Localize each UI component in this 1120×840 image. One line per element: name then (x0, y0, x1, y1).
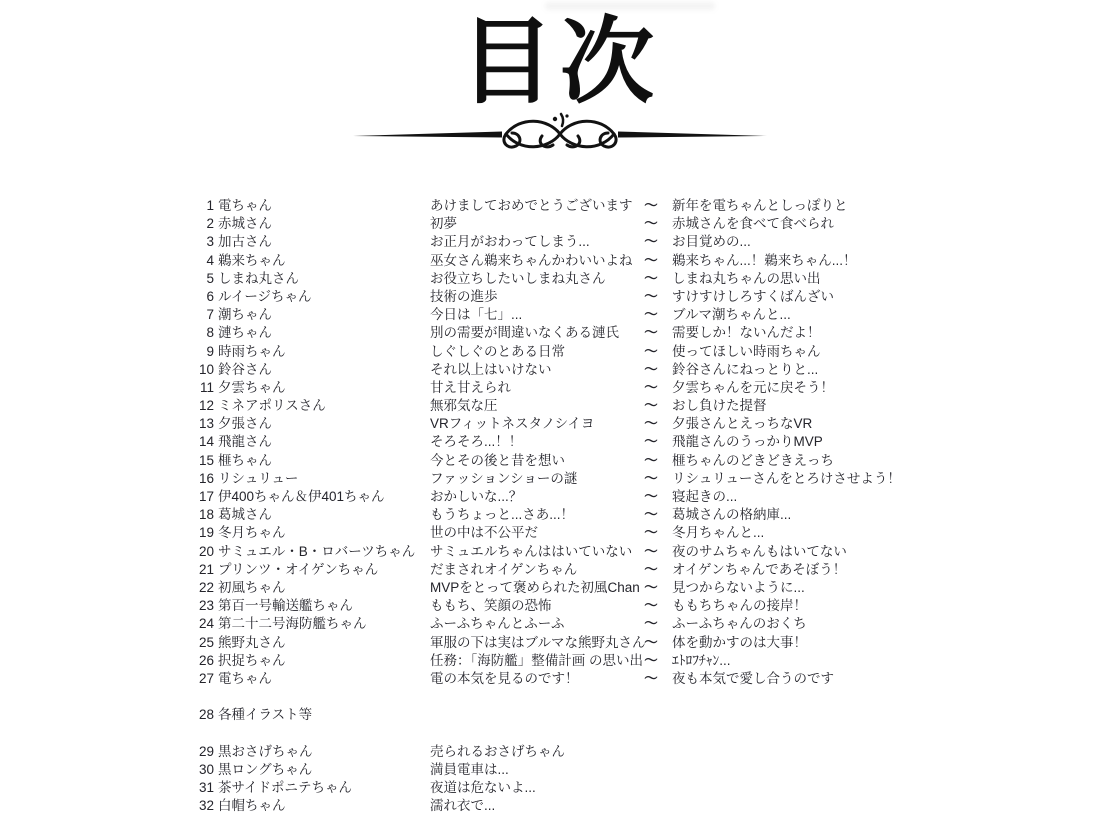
entry-tilde: ～ (644, 234, 658, 250)
toc-row (190, 252, 950, 270)
toc-row (190, 634, 950, 652)
toc-row (190, 761, 950, 779)
entry-character: 冬月ちゃん (218, 525, 286, 541)
entry-character: リシュリュー (218, 470, 299, 486)
entry-subtitle: 需要しか！ないんだよ！ (672, 325, 821, 341)
entry-number: 32 (198, 798, 214, 814)
entry-subtitle: 鵜来ちゃん...！鵜来ちゃん...！ (672, 252, 857, 268)
entry-tilde: ～ (644, 452, 658, 468)
entry-tilde: ～ (644, 379, 658, 395)
toc-row (190, 415, 950, 433)
toc-row (190, 470, 950, 488)
entry-title: 甘え甘えられ (430, 379, 511, 395)
entry-number: 14 (198, 434, 214, 450)
entry-tilde: ～ (644, 307, 658, 323)
toc-group-illustrations (190, 743, 950, 816)
entry-tilde: ～ (644, 198, 658, 213)
entry-subtitle: リシュリューさんをとろけさせよう！ (672, 470, 901, 486)
entry-title: 売られるおさげちゃん (430, 743, 565, 759)
entry-title: 巫女さん鵜来ちゃんかわいいよね (430, 252, 633, 268)
entry-tilde: ～ (644, 343, 658, 359)
entry-subtitle: おし負けた提督 (672, 398, 767, 414)
entry-title: それ以上はいけない (430, 361, 552, 377)
entry-subtitle: 夕張さんとえっちなVR (672, 416, 813, 432)
entry-character: 各種イラスト等 (218, 707, 313, 723)
entry-number: 8 (206, 325, 214, 341)
entry-title: だまされオイゲンちゃん (430, 561, 578, 577)
entry-title: 軍服の下は実はブルマな熊野丸さん (430, 634, 646, 650)
entry-subtitle: 鈴谷さんにねっとりと... (672, 361, 819, 377)
entry-character: ルイージちゃん (218, 288, 312, 304)
entry-title: ファッションショーの謎 (430, 470, 578, 486)
entry-number: 13 (198, 416, 214, 432)
entry-title: もうちょっと...さあ...！ (430, 507, 575, 523)
entry-number: 3 (206, 234, 214, 250)
entry-subtitle: 榧ちゃんのどきどきえっち (672, 452, 834, 468)
entry-number: 11 (199, 379, 214, 395)
entry-title: 濡れ衣で... (430, 798, 496, 814)
entry-tilde: ～ (644, 525, 658, 541)
entry-subtitle: 飛龍さんのうっかりMVP (672, 434, 823, 450)
entry-tilde: ～ (644, 325, 658, 341)
entry-number: 31 (198, 780, 214, 795)
toc-row (190, 506, 950, 524)
entry-number: 5 (206, 270, 214, 286)
toc-row (190, 324, 950, 342)
entry-subtitle: 夜も本気で愛し合うのです (672, 670, 834, 686)
toc-row (190, 779, 950, 797)
entry-tilde: ～ (644, 216, 658, 232)
toc-row (190, 670, 950, 688)
page-title: 目次 (459, 9, 660, 114)
entry-number: 19 (198, 525, 214, 541)
entry-subtitle: 寝起きの... (672, 489, 738, 504)
entry-title: 電の本気を見るのです！ (430, 670, 579, 686)
entry-title: お役立ちしたいしまね丸さん (430, 270, 606, 286)
entry-number: 24 (198, 616, 214, 632)
entry-subtitle: 体を動かすのは大事！ (672, 634, 807, 650)
toc-row (190, 561, 950, 579)
entry-title: VRフィットネスタノシイヨ (430, 416, 595, 432)
toc-row (190, 597, 950, 615)
entry-tilde: ～ (644, 270, 658, 286)
entry-number: 22 (198, 579, 214, 595)
entry-character: 潮ちゃん (218, 307, 272, 323)
toc-row (190, 361, 950, 379)
toc-row (190, 706, 950, 724)
entry-title: そろそろ...！！ (430, 434, 523, 450)
entry-title: 初夢 (430, 216, 457, 232)
entry-subtitle: ブルマ潮ちゃんと... (672, 307, 791, 323)
entry-subtitle: 使ってほしい時雨ちゃん (672, 343, 821, 359)
entry-tilde: ～ (644, 252, 658, 268)
entry-title: 満員電車は... (430, 761, 509, 777)
entry-title: ももち、笑顔の恐怖 (430, 598, 552, 614)
entry-title: 別の需要が間違いなくある漣氏 (430, 325, 619, 341)
entry-subtitle: お目覚めの... (672, 234, 751, 250)
entry-number: 26 (198, 652, 214, 668)
toc-row (190, 488, 950, 506)
toc-row (190, 288, 950, 306)
entry-subtitle: ももちちゃんの接岸！ (672, 598, 807, 614)
entry-character: サミュエル・B・ロバーツちゃん (218, 543, 416, 559)
entry-number: 23 (198, 598, 214, 614)
entry-number: 18 (198, 507, 214, 523)
entry-title: 今とその後と昔を想い (430, 452, 565, 468)
entry-title: ふーふちゃんとふーふ (430, 616, 565, 632)
toc-row (190, 452, 950, 470)
entry-subtitle: 夕雲ちゃんを元に戻そう！ (672, 379, 834, 395)
toc-row (190, 543, 950, 561)
entry-character: 鵜来ちゃん (218, 252, 286, 268)
entry-number: 25 (198, 634, 214, 650)
entry-character: 第百一号輸送艦ちゃん (218, 598, 353, 614)
toc-row (190, 579, 950, 597)
entry-character: プリンツ・オイゲンちゃん (218, 561, 379, 577)
entry-character: 熊野丸さん (218, 634, 286, 650)
entry-number: 9 (206, 343, 214, 359)
entry-title: あけましておめでとうございます (430, 198, 633, 213)
entry-character: 葛城さん (218, 507, 272, 523)
toc-list (190, 197, 950, 815)
toc-row (190, 797, 950, 815)
entry-character: 加古さん (218, 234, 272, 250)
ornamental-divider-icon (350, 112, 770, 158)
entry-number: 17 (198, 489, 214, 504)
entry-character: 榧ちゃん (218, 452, 272, 468)
entry-number: 12 (198, 398, 214, 414)
entry-number: 27 (198, 670, 214, 686)
toc-group-main (190, 197, 950, 688)
entry-character: ミネアポリスさん (218, 398, 326, 414)
entry-character: 初風ちゃん (218, 579, 286, 595)
entry-subtitle: 葛城さんの格納庫... (672, 507, 792, 523)
entry-number: 15 (198, 452, 214, 468)
entry-character: 伊400ちゃん＆伊401ちゃん (218, 489, 385, 504)
entry-character: 白帽ちゃん (218, 798, 286, 814)
entry-number: 28 (198, 707, 214, 723)
toc-row (190, 652, 950, 670)
entry-number: 30 (198, 761, 214, 777)
entry-tilde: ～ (644, 470, 658, 486)
entry-tilde: ～ (644, 561, 658, 577)
entry-title: 技術の進歩 (430, 288, 498, 304)
entry-tilde: ～ (644, 416, 658, 432)
entry-subtitle: 夜のサムちゃんもはいてない (672, 543, 847, 559)
toc-row (190, 197, 950, 215)
entry-subtitle: すけすけしろすくばんざい (672, 288, 834, 304)
toc-row (190, 397, 950, 415)
entry-character: 赤城さん (218, 216, 272, 232)
entry-character: 飛龍さん (218, 434, 272, 450)
entry-number: 21 (198, 561, 214, 577)
entry-title: 世の中は不公平だ (430, 525, 538, 541)
entry-title: 任務：「海防艦」整備計画 の思い出 (430, 652, 644, 668)
entry-character: 電ちゃん (218, 198, 272, 213)
entry-tilde: ～ (644, 361, 658, 377)
entry-tilde: ～ (644, 670, 658, 686)
entry-title: しぐしぐのとある日常 (430, 343, 565, 359)
toc-row (190, 306, 950, 324)
toc-group-extras (190, 706, 950, 724)
entry-tilde: ～ (644, 598, 658, 614)
entry-tilde: ～ (644, 489, 658, 504)
entry-character: 黒ロングちゃん (218, 761, 313, 777)
entry-tilde: ～ (644, 652, 658, 668)
toc-row (190, 524, 950, 542)
entry-tilde: ～ (644, 579, 658, 595)
entry-character: 漣ちゃん (218, 325, 272, 341)
entry-number: 6 (206, 288, 214, 304)
entry-title: 夜道は危ないよ... (430, 780, 536, 795)
entry-title: 無邪気な圧 (430, 398, 498, 414)
entry-character: 択捉ちゃん (218, 652, 286, 668)
entry-character: 電ちゃん (218, 670, 272, 686)
toc-row (190, 343, 950, 361)
entry-subtitle: しまね丸ちゃんの思い出 (672, 270, 821, 286)
toc-row (190, 215, 950, 233)
entry-number: 4 (206, 252, 214, 268)
entry-number: 7 (206, 307, 214, 323)
entry-title: MVPをとって褒められた初風Chan (430, 579, 640, 595)
entry-tilde: ～ (644, 398, 658, 414)
entry-tilde: ～ (644, 288, 658, 304)
entry-character: 時雨ちゃん (218, 343, 286, 359)
entry-subtitle: 赤城さんを食べて食べられ (672, 216, 834, 232)
entry-character: しまね丸さん (218, 270, 299, 286)
entry-title: サミュエルちゃんははいていない (430, 543, 633, 559)
toc-row (190, 233, 950, 251)
entry-character: 夕張さん (218, 416, 272, 432)
entry-character: 第二十二号海防艦ちゃん (218, 616, 367, 632)
entry-tilde: ～ (644, 434, 658, 450)
entry-character: 黒おさげちゃん (218, 743, 313, 759)
toc-row (190, 379, 950, 397)
entry-subtitle: 新年を電ちゃんとしっぽりと (672, 198, 848, 213)
entry-number: 16 (198, 470, 214, 486)
entry-tilde: ～ (644, 507, 658, 523)
entry-subtitle: ふーふちゃんのおくち (672, 616, 807, 632)
entry-number: 10 (198, 361, 214, 377)
entry-character: 夕雲ちゃん (218, 379, 286, 395)
entry-tilde: ～ (644, 543, 658, 559)
toc-row (190, 743, 950, 761)
entry-title: おかしいな...？ (430, 489, 523, 504)
entry-character: 茶サイドポニテちゃん (218, 780, 353, 795)
entry-tilde: ～ (644, 616, 658, 632)
entry-number: 1 (206, 198, 214, 213)
entry-title: 今日は「七」... (430, 307, 523, 323)
entry-subtitle: 見つからないように... (672, 579, 805, 595)
entry-subtitle: ｴﾄﾛﾌﾁｬﾝ... (672, 652, 731, 668)
toc-row (190, 270, 950, 288)
entry-character: 鈴谷さん (218, 361, 272, 377)
entry-title: お正月がおわってしまう... (430, 234, 590, 250)
entry-number: 29 (198, 743, 214, 759)
entry-number: 2 (206, 216, 214, 232)
entry-number: 20 (198, 543, 214, 559)
toc-row (190, 615, 950, 633)
toc-row (190, 433, 950, 451)
entry-tilde: ～ (644, 634, 658, 650)
entry-subtitle: オイゲンちゃんであそぼう！ (672, 561, 847, 577)
entry-subtitle: 冬月ちゃんと... (672, 525, 765, 541)
